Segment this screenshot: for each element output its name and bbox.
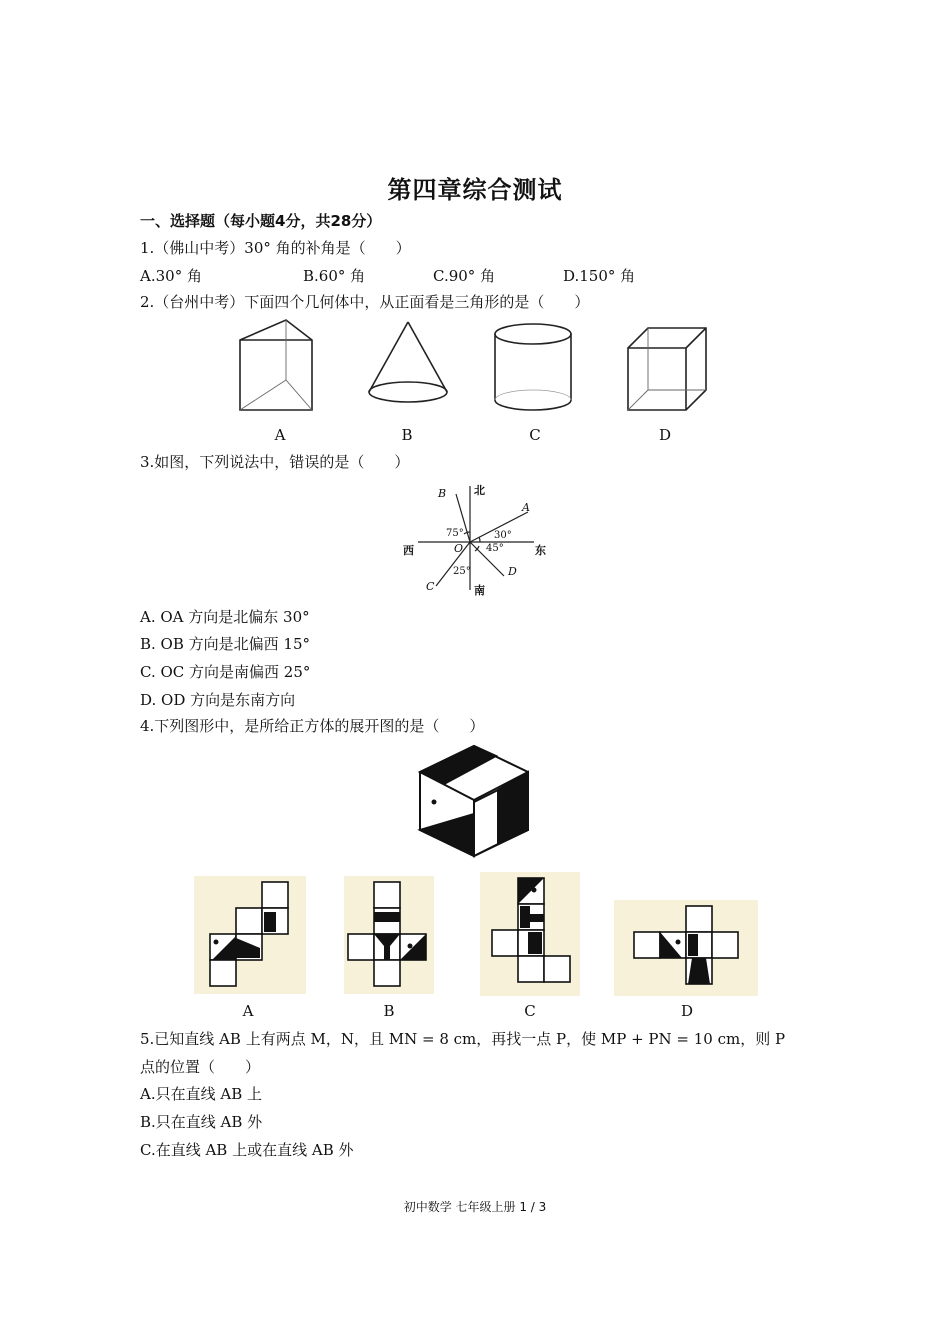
point-b-label: B	[438, 487, 447, 500]
south-label: 南	[474, 584, 485, 597]
angle-75-label: 75°	[446, 528, 464, 539]
angle-30-label: 30°	[494, 530, 512, 541]
q5-option-c: C.在直线 AB 上或在直线 AB 外	[140, 1141, 354, 1159]
q5-option-a: A.只在直线 AB 上	[140, 1085, 262, 1103]
point-c-label: C	[426, 580, 435, 593]
q2-label-d: D	[658, 426, 672, 444]
net-a-icon	[194, 876, 306, 994]
q3-option-d: D. OD 方向是东南方向	[140, 691, 296, 709]
question-5-stem-line1: 5.已知直线 AB 上有两点 M，N，且 MN = 8 cm，再找一点 P，使 MP + PN = 10 cm，则 P	[140, 1030, 786, 1048]
cone-icon	[366, 320, 450, 406]
point-a-label: A	[522, 501, 530, 514]
question-5-stem-line2: 点的位置（ ）	[140, 1058, 261, 1076]
east-label: 东	[535, 544, 546, 557]
angle-45-label: 45°	[486, 543, 504, 554]
q4-label-c: C	[524, 1002, 536, 1020]
q1-option-c: C.90° 角	[433, 267, 496, 285]
cylinder-icon	[492, 322, 574, 414]
q1-option-d: D.150° 角	[563, 267, 636, 285]
q5-option-b: B.只在直线 AB 外	[140, 1113, 263, 1131]
question-2-stem: 2.（台州中考）下面四个几何体中，从正面看是三角形的是（ ）	[140, 293, 590, 311]
q4-label-b: B	[383, 1002, 395, 1020]
q2-label-c: C	[529, 426, 541, 444]
q1-option-b: B.60° 角	[303, 267, 366, 285]
net-c-icon	[480, 872, 580, 996]
q2-label-a: A	[274, 426, 286, 444]
question-3-stem: 3.如图，下列说法中，错误的是（ ）	[140, 453, 410, 471]
q4-label-d: D	[680, 1002, 694, 1020]
q3-option-c: C. OC 方向是南偏西 25°	[140, 663, 311, 681]
net-d-icon	[614, 900, 758, 996]
page-title: 第四章综合测试	[387, 176, 563, 204]
question-1-stem: 1.（佛山中考）30° 角的补角是（ ）	[140, 239, 411, 257]
page-footer: 初中数学 七年级上册 1 / 3	[403, 1200, 547, 1214]
q3-option-b: B. OB 方向是北偏西 15°	[140, 635, 311, 653]
q4-label-a: A	[242, 1002, 254, 1020]
patterned-cube-icon	[418, 744, 530, 858]
west-label: 西	[403, 544, 414, 557]
q2-label-b: B	[401, 426, 413, 444]
triangular-prism-icon	[236, 318, 316, 412]
point-d-label: D	[508, 565, 517, 578]
point-o-label: O	[454, 542, 464, 555]
q3-option-a: A. OA 方向是北偏东 30°	[140, 608, 310, 626]
angle-25-label: 25°	[453, 566, 471, 577]
cube-icon	[624, 324, 710, 414]
q1-option-a: A.30° 角	[140, 267, 202, 285]
net-b-icon	[344, 876, 434, 994]
north-label: 北	[474, 484, 485, 497]
question-4-stem: 4.下列图形中，是所给正方体的展开图的是（ ）	[140, 717, 485, 735]
section-heading: 一、选择题（每小题4分，共28分）	[140, 212, 382, 230]
compass-direction-diagram	[400, 480, 550, 600]
